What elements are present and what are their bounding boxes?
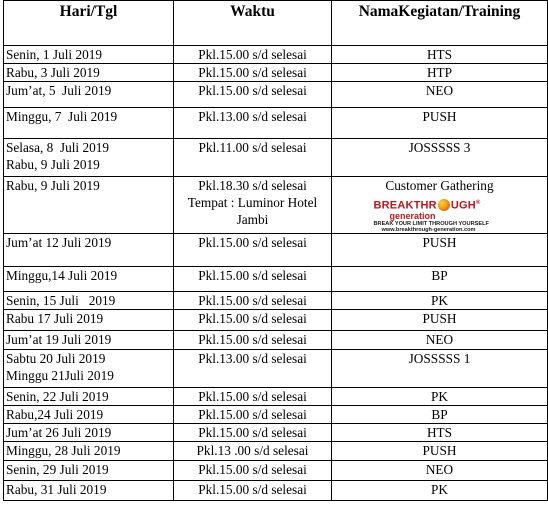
activity-cell	[332, 82, 548, 108]
table-row	[4, 291, 548, 309]
time-text: Pkl.15.00 s/d selesai	[198, 331, 307, 347]
activity-cell	[332, 233, 548, 266]
time-text: Pkl.15.00 s/d selesai	[198, 388, 307, 404]
activity-cell	[332, 387, 548, 405]
date-text: Minggu 21Juli 2019	[6, 367, 114, 383]
table-row	[4, 233, 548, 266]
date-text: Senin, 22 Juli 2019	[6, 388, 109, 404]
time-text: Pkl.15.00 s/d selesai	[198, 83, 307, 98]
time-cell	[174, 441, 332, 460]
time-text: Pkl.13.00 s/d selesai	[198, 109, 307, 124]
globe-icon	[438, 199, 450, 211]
time-text: Pkl.15.00 s/d selesai	[198, 406, 307, 422]
time-cell	[174, 108, 332, 139]
date-text: Minggu,14 Juli 2019	[6, 267, 118, 283]
activity-cell	[332, 309, 548, 330]
time-cell	[174, 460, 332, 480]
activity-cell	[332, 330, 548, 349]
table-row	[4, 460, 548, 480]
date-cell	[4, 480, 174, 500]
time-cell	[174, 330, 332, 349]
table-row	[4, 330, 548, 349]
activity-text: PUSH	[422, 234, 457, 250]
date-text: Senin, 29 Juli 2019	[6, 461, 109, 477]
registered-mark: ®	[475, 200, 481, 206]
date-text: Jum’at 19 Juli 2019	[6, 331, 112, 347]
breakthrough-logo	[374, 198, 506, 233]
time-text: Pkl.11.00 s/d selesai	[198, 140, 307, 155]
time-text: Pkl.15.00 s/d selesai	[198, 461, 307, 477]
logo-tagline: BREAK YOUR LIMIT THROUGH YOURSELF	[373, 220, 489, 227]
time-text: Pkl.13.00 s/d selesai	[198, 350, 307, 366]
time-text: Pkl.15.00 s/d selesai	[198, 481, 307, 497]
logo-brand-right: UGH	[450, 199, 476, 212]
activity-text: NEO	[425, 83, 454, 98]
header-date: Hari/Tgl	[4, 1, 174, 46]
activity-cell	[332, 266, 548, 291]
logo-wordmark	[374, 198, 506, 212]
activity-cell	[332, 460, 548, 480]
date-cell	[4, 405, 174, 423]
activity-cell	[332, 423, 548, 441]
activity-text: NEO	[425, 461, 454, 477]
activity-cell	[332, 108, 548, 139]
activity-text: NEO	[425, 331, 454, 347]
date-cell	[4, 177, 174, 234]
date-text: Rabu,24 Juli 2019	[6, 406, 104, 422]
time-text: Jambi	[236, 212, 269, 227]
date-text: Rabu 17 Juli 2019	[6, 310, 104, 326]
activity-text: BP	[431, 406, 448, 422]
date-text: Rabu, 31 Juli 2019	[6, 481, 107, 497]
logo-url: www.breakthrough-generation.com	[381, 226, 476, 233]
date-text: Rabu, 9 Juli 2019	[6, 178, 100, 193]
table-row	[4, 64, 548, 82]
date-text: Rabu, 9 Juli 2019	[6, 157, 100, 172]
time-cell	[174, 233, 332, 266]
date-text: Selasa, 8 Juli 2019	[6, 140, 110, 155]
date-cell	[4, 233, 174, 266]
date-cell	[4, 82, 174, 108]
schedule-table	[3, 0, 548, 501]
time-text: Pkl.15.00 s/d selesai	[198, 47, 307, 62]
activity-text: PK	[431, 388, 448, 404]
header-row	[4, 1, 548, 46]
activity-cell	[332, 480, 548, 500]
date-cell	[4, 460, 174, 480]
activity-cell	[332, 291, 548, 309]
time-text: Pkl.13 .00 s/d selesai	[196, 442, 309, 458]
time-text: Pkl.18.30 s/d selesai	[198, 178, 307, 193]
time-cell	[174, 349, 332, 387]
time-text: Pkl.15.00 s/d selesai	[198, 267, 307, 283]
table-row	[4, 387, 548, 405]
time-cell	[174, 177, 332, 234]
date-text: Minggu, 7 Juli 2019	[6, 109, 118, 124]
activity-cell	[332, 349, 548, 387]
date-text: Minggu, 28 Juli 2019	[6, 442, 121, 458]
table-row	[4, 266, 548, 291]
time-cell	[174, 82, 332, 108]
header-activity: NamaKegiatan/Training	[332, 1, 548, 46]
time-cell	[174, 291, 332, 309]
time-cell	[174, 309, 332, 330]
table-row	[4, 349, 548, 387]
time-text: Pkl.15.00 s/d selesai	[198, 424, 307, 440]
activity-text: HTS	[426, 424, 453, 440]
activity-cell	[332, 441, 548, 460]
activity-text: PK	[431, 292, 448, 308]
time-cell	[174, 387, 332, 405]
time-cell	[174, 139, 332, 177]
date-text: Rabu, 3 Juli 2019	[6, 65, 100, 80]
date-cell	[4, 441, 174, 460]
table-row	[4, 480, 548, 500]
date-text: Jum’at 12 Juli 2019	[6, 234, 112, 250]
logo-sub: generation	[389, 210, 436, 221]
table-row	[4, 139, 548, 177]
date-cell	[4, 309, 174, 330]
date-cell	[4, 387, 174, 405]
activity-text: JOSSSSS 1	[408, 350, 471, 366]
activity-cell	[332, 64, 548, 82]
time-text: Pkl.15.00 s/d selesai	[198, 65, 307, 80]
time-text: Pkl.15.00 s/d selesai	[198, 310, 307, 326]
activity-text: HTP	[426, 65, 453, 80]
activity-text: PUSH	[422, 442, 457, 458]
date-cell	[4, 349, 174, 387]
time-text: Tempat : Luminor Hotel	[187, 195, 318, 210]
schedule-body	[4, 46, 548, 501]
date-cell	[4, 139, 174, 177]
time-cell	[174, 46, 332, 64]
date-cell	[4, 64, 174, 82]
activity-text: BP	[431, 267, 448, 283]
time-text: Pkl.15.00 s/d selesai	[198, 292, 307, 308]
table-row	[4, 46, 548, 64]
date-cell	[4, 423, 174, 441]
time-cell	[174, 480, 332, 500]
activity-text: PK	[431, 481, 448, 497]
logo-brand-left: BREAKTHR	[373, 199, 437, 212]
activity-text: PUSH	[422, 109, 457, 124]
time-cell	[174, 423, 332, 441]
date-text: Senin, 15 Juli 2019	[6, 292, 116, 308]
time-text: Pkl.15.00 s/d selesai	[198, 234, 307, 250]
date-text: Jum’at, 5 Juli 2019	[6, 83, 112, 98]
table-row	[4, 441, 548, 460]
date-cell	[4, 330, 174, 349]
table-row	[4, 82, 548, 108]
time-cell	[174, 405, 332, 423]
table-row	[4, 423, 548, 441]
activity-text: Customer Gathering	[385, 178, 494, 193]
date-cell	[4, 108, 174, 139]
activity-cell	[332, 405, 548, 423]
time-cell	[174, 266, 332, 291]
table-row	[4, 108, 548, 139]
table-row	[4, 405, 548, 423]
date-text: Sabtu 20 Juli 2019	[6, 350, 106, 366]
activity-text: JOSSSSS 3	[408, 140, 471, 155]
date-text: Senin, 1 Juli 2019	[6, 47, 103, 62]
date-cell	[4, 291, 174, 309]
header-time: Waktu	[174, 1, 332, 46]
activity-text: PUSH	[422, 310, 457, 326]
date-text: Jum’at 26 Juli 2019	[6, 424, 112, 440]
table-row	[4, 177, 548, 234]
table-row	[4, 309, 548, 330]
time-cell	[174, 64, 332, 82]
activity-cell	[332, 139, 548, 177]
activity-text: HTS	[426, 47, 453, 62]
date-cell	[4, 46, 174, 64]
activity-cell	[332, 177, 548, 234]
date-cell	[4, 266, 174, 291]
activity-cell	[332, 46, 548, 64]
